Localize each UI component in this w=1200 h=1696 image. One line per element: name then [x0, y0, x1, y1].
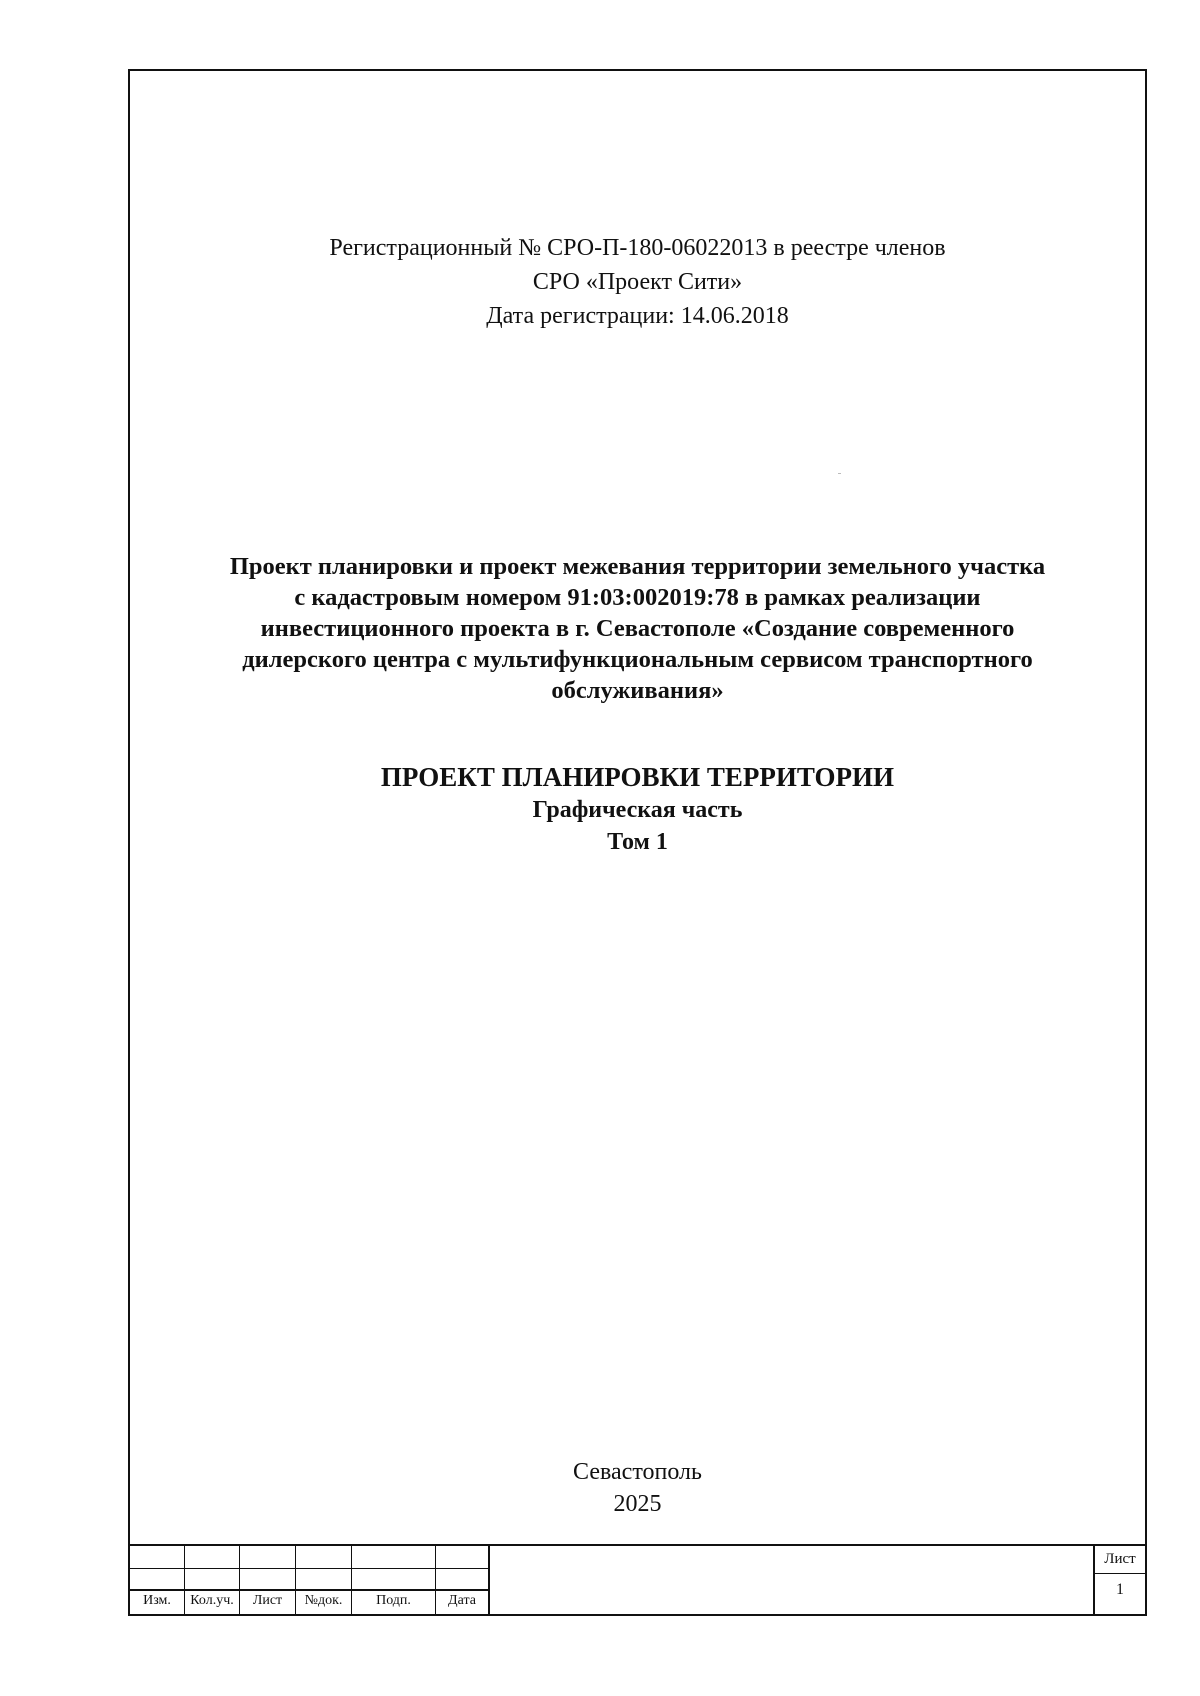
stamp-cell — [352, 1569, 436, 1592]
section-title: ПРОЕКТ ПЛАНИРОВКИ ТЕРРИТОРИИ — [380, 762, 895, 792]
stamp-header-date: Дата — [436, 1591, 490, 1614]
registration-line-2: СРО «Проект Сити» — [532, 269, 743, 295]
place-and-year — [130, 1456, 1145, 1520]
stamp-grid — [130, 1546, 490, 1614]
sheet-number-box — [1093, 1546, 1145, 1614]
volume-label: Том 1 — [607, 829, 668, 855]
stamp-cell — [240, 1546, 296, 1569]
stamp-cell — [296, 1569, 352, 1592]
sheet-label: Лист — [1095, 1546, 1145, 1574]
project-title-line: дилерского центра с мультифункциональным сервисом транспортного — [242, 646, 1033, 673]
project-title-line: обслуживания» — [551, 677, 724, 704]
project-title-line: Проект планировки и проект межевания территории земельного участка — [229, 553, 1046, 580]
stamp-cell — [436, 1546, 490, 1569]
document-frame — [128, 69, 1147, 1616]
sheet-number: 1 — [1116, 1581, 1124, 1598]
title-block-stamp — [130, 1544, 1145, 1614]
year: 2025 — [613, 1491, 662, 1517]
registration-block — [130, 231, 1145, 333]
stamp-cell — [130, 1546, 185, 1569]
project-title — [130, 551, 1145, 706]
stamp-header-signature: Подп. — [352, 1591, 436, 1614]
stamp-cell — [130, 1569, 185, 1592]
stamp-cell — [436, 1569, 490, 1592]
registration-date: Дата регистрации: 14.06.2018 — [486, 303, 789, 329]
city: Севастополь — [573, 1459, 702, 1485]
registration-line-1: Регистрационный № СРО-П-180-06022013 в реестре членов — [329, 235, 946, 261]
stamp-cell — [240, 1569, 296, 1592]
stamp-header-revision: Изм. — [130, 1591, 185, 1614]
project-title-line: с кадастровым номером 91:03:002019:78 в рамках реализации — [294, 584, 981, 611]
stamp-cell — [185, 1569, 240, 1592]
scan-speck — [838, 473, 841, 474]
project-title-line: инвестиционного проекта в г. Севастополе «Создание современного — [260, 615, 1015, 642]
stamp-header-doc-number: №док. — [296, 1591, 352, 1614]
section-title-block — [130, 761, 1145, 858]
stamp-cell — [185, 1546, 240, 1569]
stamp-cell — [352, 1546, 436, 1569]
stamp-cell — [296, 1546, 352, 1569]
stamp-header-sheet: Лист — [240, 1591, 296, 1614]
section-subtitle: Графическая часть — [532, 797, 743, 823]
stamp-header-count: Кол.уч. — [185, 1591, 240, 1614]
